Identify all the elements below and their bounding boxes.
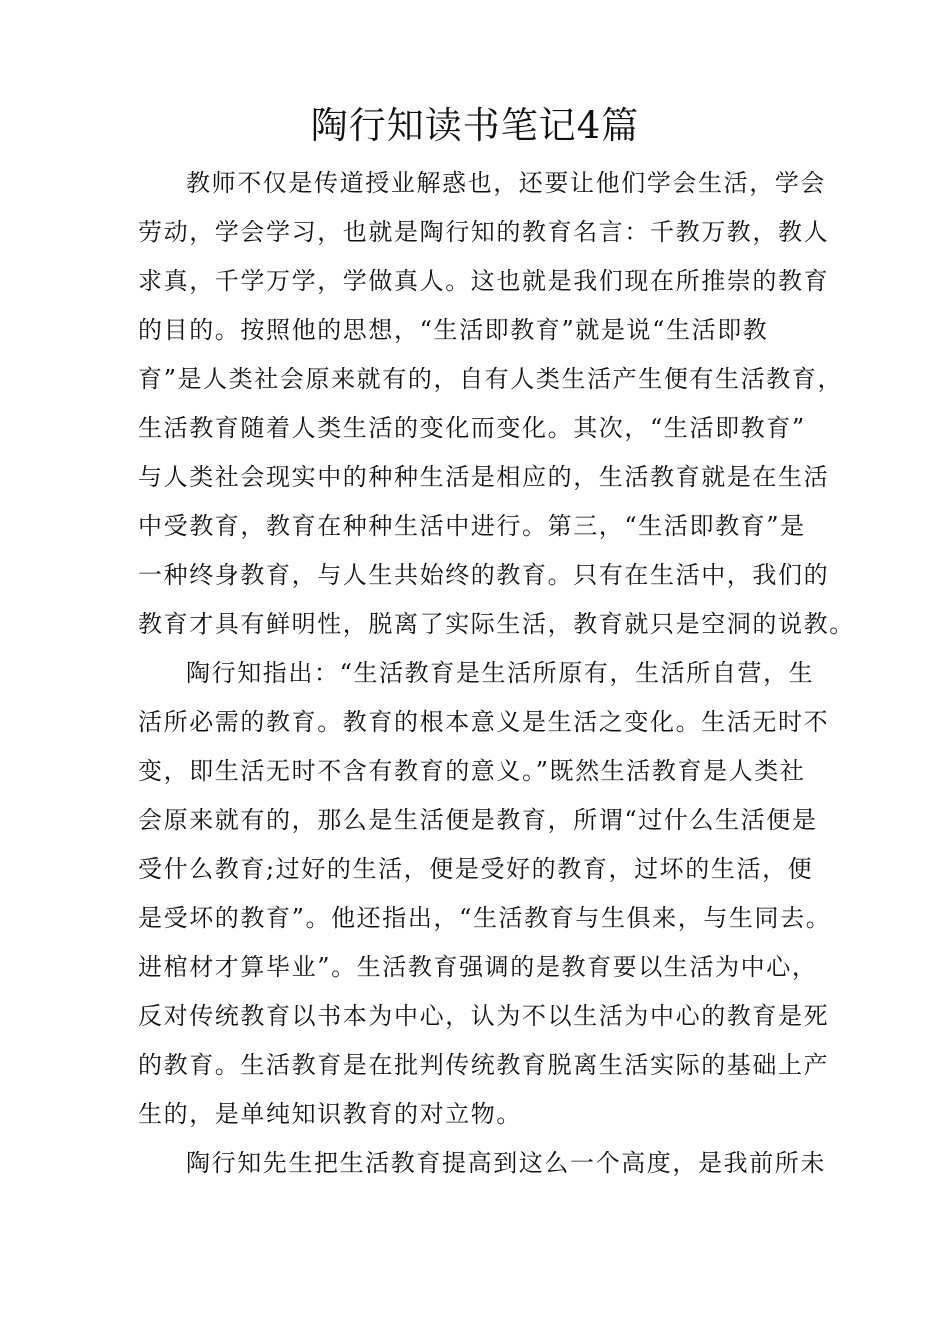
paragraph-1-line-7: 与人类社会现实中的种种生活是相应的，生活教育就是在生活 (138, 463, 830, 491)
paragraph-2-line-8: 反对传统教育以书本为中心，认为不以生活为中心的教育是死 (138, 1002, 830, 1030)
paragraph-2-line-5: 受什么教育;过好的生活，便是受好的教育，过坏的生活，便 (138, 855, 814, 883)
paragraph-1-line-3: 求真，千学万学，学做真人。这也就是我们现在所推崇的教育 (138, 267, 830, 295)
paragraph-1-line-10: 教育才具有鲜明性，脱离了实际生活，教育就只是空洞的说教。 (138, 610, 855, 638)
paragraph-2-line-9: 的教育。生活教育是在批判传统教育脱离生活实际的基础上产 (138, 1051, 830, 1079)
paragraph-1-line-4: 的目的。按照他的思想，“生活即教育”就是说“生活即教 (138, 316, 769, 344)
paragraph-3-line-1: 陶行知先生把生活教育提高到这么一个高度，是我前所未 (186, 1149, 826, 1177)
paragraph-1-line-6: 生活教育随着人类生活的变化而变化。其次，“生活即教育” (138, 414, 806, 442)
paragraph-1-line-1: 教师不仅是传道授业解惑也，还要让他们学会生活，学会 (186, 169, 826, 197)
paragraph-1-line-2: 劳动，学会学习，也就是陶行知的教育名言：千教万教，教人 (138, 218, 830, 246)
paragraph-2-line-7: 进棺材才算毕业”。生活教育强调的是教育要以生活为中心， (138, 953, 818, 981)
document-title: 陶行知读书笔记4篇 (310, 104, 640, 147)
paragraph-1-line-9: 一种终身教育，与人生共始终的教育。只有在生活中，我们的 (138, 561, 830, 589)
paragraph-1-line-5: 育”是人类社会原来就有的，自有人类生活产生便有生活教育， (138, 365, 844, 393)
paragraph-2-line-10: 生的，是单纯知识教育的对立物。 (138, 1100, 522, 1128)
paragraph-2-line-3: 变，即生活无时不含有教育的意义。”既然生活教育是人类社 (138, 757, 806, 785)
paragraph-2-line-6: 是受坏的教育”。他还指出，“生活教育与生俱来，与生同去。 (138, 904, 832, 932)
paragraph-2-line-1: 陶行知指出：“生活教育是生活所原有，生活所自营，生 (186, 659, 815, 687)
paragraph-1-line-8: 中受教育，教育在种种生活中进行。第三，“生活即教育”是 (138, 512, 806, 540)
paragraph-2-line-4: 会原来就有的，那么是生活便是教育，所谓“过什么生活便是 (138, 806, 818, 834)
paragraph-2-line-2: 活所必需的教育。教育的根本意义是生活之变化。生活无时不 (138, 708, 830, 736)
